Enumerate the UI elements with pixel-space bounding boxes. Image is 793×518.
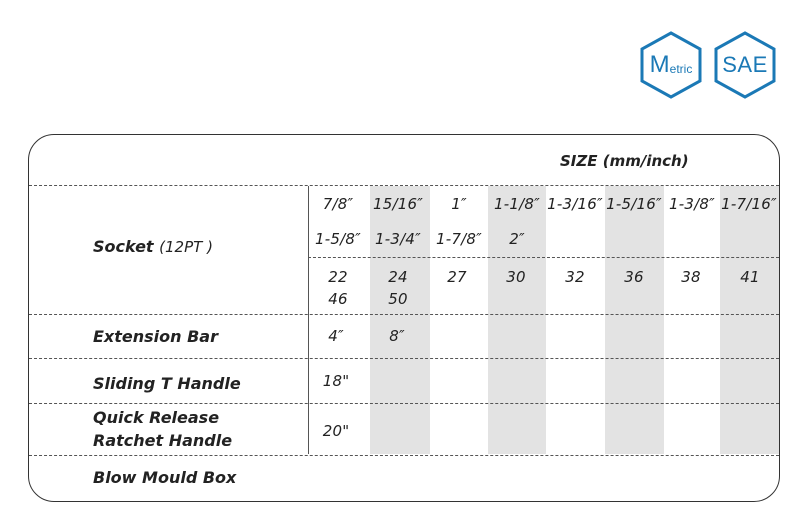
socket-label	[93, 237, 213, 256]
socket-sae-cell: 1-1/8″	[494, 195, 540, 213]
sliding-t-handle-label: Sliding T Handle	[93, 374, 241, 393]
sae-badge	[712, 30, 778, 100]
socket-sae-cell: 2″	[509, 230, 525, 248]
shade-column-2	[370, 186, 430, 454]
socket-label-sub: (12PT )	[159, 238, 213, 256]
socket-sae-cell: 15/16″	[372, 195, 424, 213]
socket-sae-cell: 1-7/16″	[721, 195, 777, 213]
socket-metric-cell: 27	[447, 268, 467, 286]
extension-bar-cell: 8″	[389, 327, 405, 345]
socket-metric-cell: 22	[328, 268, 348, 286]
row-divider	[29, 185, 779, 186]
socket-sae-cell: 1-3/16″	[547, 195, 603, 213]
socket-metric-cell: 50	[388, 290, 408, 308]
extension-bar-cell: 4″	[328, 327, 344, 345]
ratchet-handle-label: Ratchet Handle	[93, 431, 233, 450]
socket-label-text: Socket	[93, 237, 154, 256]
socket-metric-cell: 36	[624, 268, 644, 286]
socket-metric-cell: 32	[565, 268, 585, 286]
blow-mould-box-label: Blow Mould Box	[93, 468, 237, 487]
socket-metric-cell: 38	[681, 268, 701, 286]
socket-sae-cell: 1″	[451, 195, 467, 213]
metric-badge-text	[638, 30, 704, 100]
quick-release-cell: 20"	[322, 422, 350, 440]
sliding-t-handle-cell: 18"	[322, 372, 350, 390]
metric-badge	[638, 30, 704, 100]
row-divider	[29, 314, 779, 315]
socket-sae-cell: 1-5/8″	[315, 230, 361, 248]
metric-badge-word: etric	[669, 62, 693, 76]
socket-sae-cell: 1-7/8″	[436, 230, 482, 248]
socket-metric-cell: 24	[388, 268, 408, 286]
shade-column-8	[720, 186, 779, 454]
socket-sae-cell: 1-3/4″	[375, 230, 421, 248]
row-divider	[29, 358, 779, 359]
column-divider	[308, 186, 309, 454]
socket-metric-cell: 46	[328, 290, 348, 308]
size-header: SIZE (mm/inch)	[560, 152, 689, 170]
socket-metric-cell: 41	[740, 268, 760, 286]
shade-column-6	[605, 186, 664, 454]
socket-sae-cell: 1-3/8″	[669, 195, 715, 213]
row-divider	[29, 403, 779, 404]
metric-badge-letter: M	[649, 51, 670, 78]
socket-metric-cell: 30	[506, 268, 526, 286]
row-divider	[308, 257, 779, 258]
quick-release-label: Quick Release	[93, 408, 220, 427]
extension-bar-label: Extension Bar	[93, 327, 218, 346]
shade-column-4	[488, 186, 546, 454]
row-divider	[29, 455, 779, 456]
socket-sae-cell: 7/8″	[322, 195, 354, 213]
sae-badge-text: SAE	[722, 52, 768, 77]
socket-sae-cell: 1-5/16″	[606, 195, 662, 213]
